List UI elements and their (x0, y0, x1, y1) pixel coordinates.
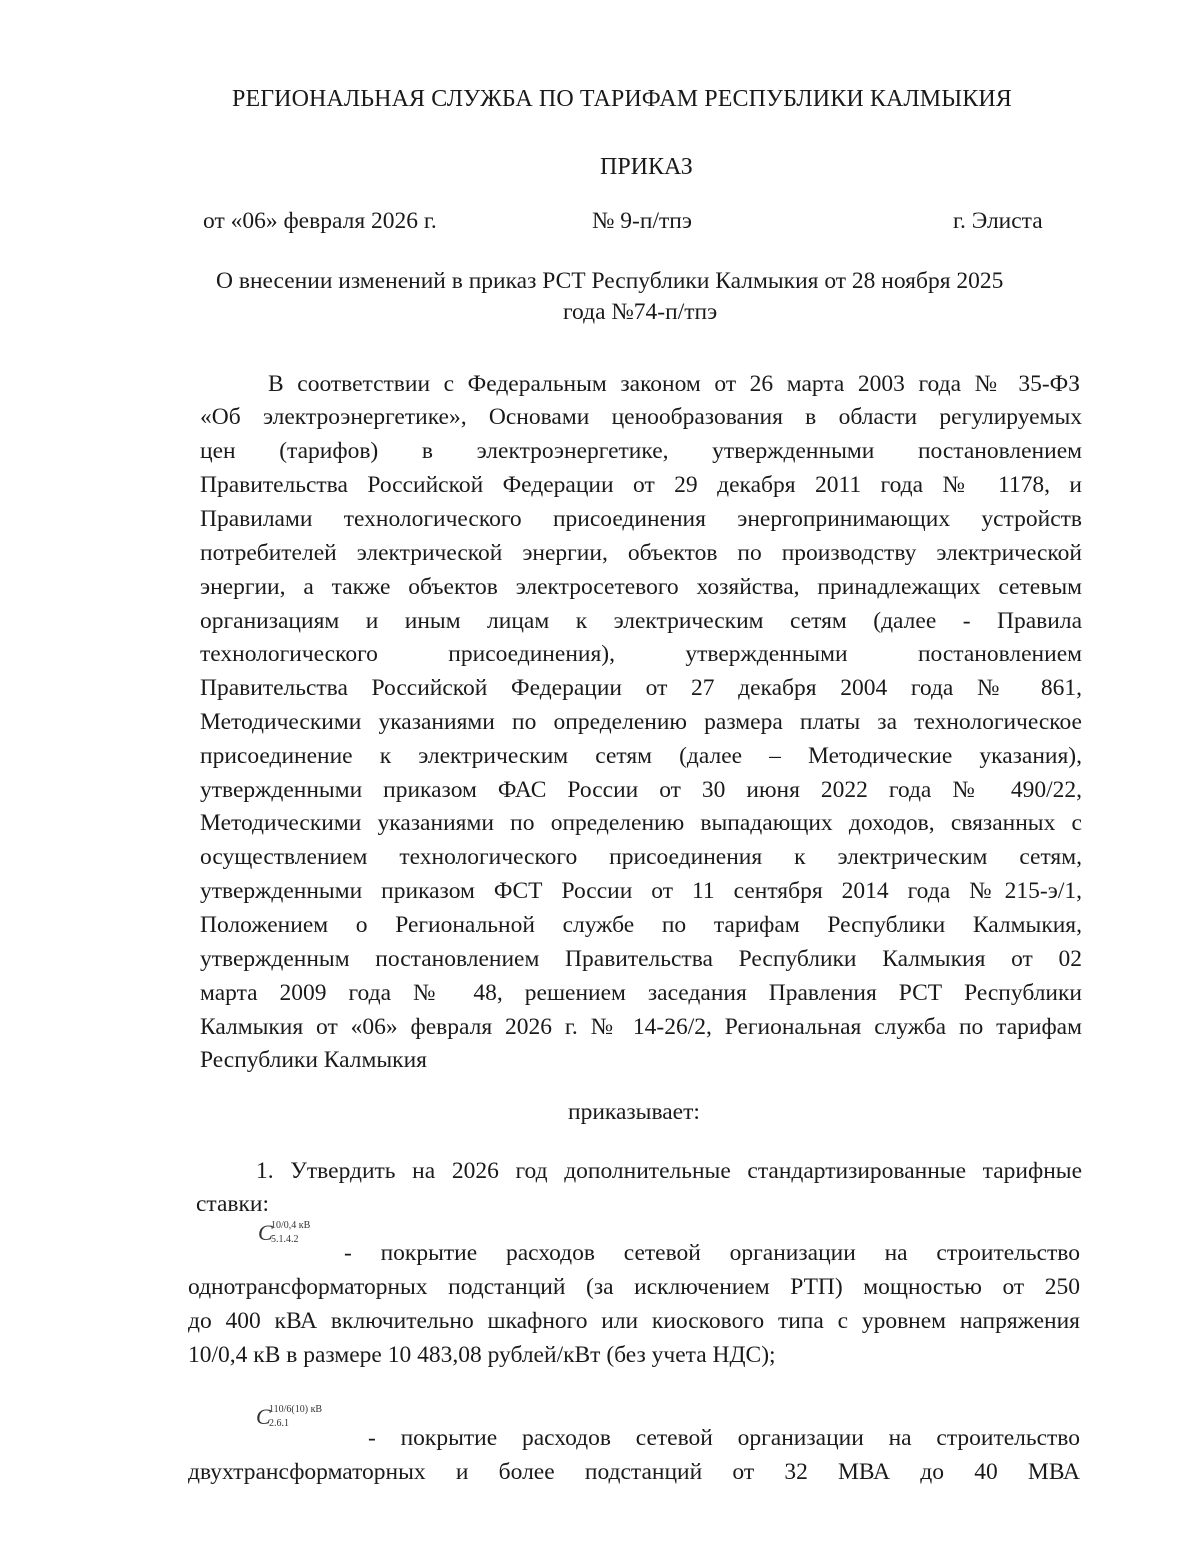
rate-line: 10/0,4 кВ в размере 10 483,08 рублей/кВт (без учета НДС); (188, 1342, 776, 1368)
preamble-line: потребителей электрической энергии, объектов по производству электрической (200, 540, 1082, 566)
preamble-line: Правительства Российской Федерации от 29 декабря 2011 года № 1178, и (200, 472, 1082, 498)
agency-title: РЕГИОНАЛЬНАЯ СЛУЖБА ПО ТАРИФАМ РЕСПУБЛИКИ КАЛМЫКИЯ (232, 86, 1012, 112)
preamble-line: Положением о Региональной службе по тарифам Республики Калмыкия, (200, 912, 1082, 938)
preamble-line: утвержденными приказом ФСТ России от 11 сентября 2014 года №215-э/1, (200, 878, 1082, 904)
subject-line: О внесении изменений в приказ РСТ Республики Калмыкия от 28 ноября 2025 (216, 268, 1004, 294)
preamble-line: В соответствии с Федеральным законом от 26 марта 2003 года № 35-ФЗ (268, 371, 1080, 397)
subject-line: года №74-п/тпэ (563, 299, 718, 325)
preamble-line: осуществлением технологического присоединения к электрическим сетям, (200, 844, 1082, 870)
order-number: № 9-п/тпэ (592, 208, 692, 234)
tariff-symbol: C 10/0,4 кВ 5.1.4.2 (258, 1220, 311, 1245)
preamble-line: Правилами технологического присоединения энергопринимающих устройств (200, 506, 1082, 532)
rate-line: двухтрансформаторных и более подстанций от 32 МВА до 40 МВА (188, 1459, 1080, 1485)
preamble-line: цен (тарифов) в электроэнергетике, утвержденными постановлением (200, 438, 1082, 464)
preamble-line: утвержденным постановлением Правительства Республики Калмыкия от 02 (200, 946, 1082, 972)
order-city: г. Элиста (953, 208, 1043, 234)
item-line: ставки: (196, 1191, 270, 1217)
preamble-line: присоединение к электрическим сетям (далее – Методические указания), (200, 743, 1082, 769)
rate-line: однотрансформаторных подстанций (за исключением РТП) мощностью от 250 (188, 1274, 1080, 1300)
preamble-line: марта 2009 года № 48, решением заседания Правления РСТ Республики (200, 980, 1082, 1006)
preamble-line: Методическими указаниями по определению выпадающих доходов, связанных с (200, 810, 1082, 836)
preamble-line: Методическими указаниями по определению размера платы за технологическое (200, 709, 1082, 735)
preamble-line: Правительства Российской Федерации от 27 декабря 2004 года № 861, (200, 675, 1082, 701)
preamble-line: Калмыкия от «06» февраля 2026 г. № 14-26/2, Региональная служба по тарифам (200, 1014, 1082, 1040)
preamble-line: организациям и иным лицам к электрическим сетям (далее - Правила (200, 608, 1082, 634)
preamble-line: утвержденными приказом ФАС России от 30 июня 2022 года № 490/22, (200, 777, 1082, 803)
preamble-line: «Об электроэнергетике», Основами ценообразования в области регулируемых (200, 404, 1082, 430)
preamble-line: энергии, а также объектов электросетевого хозяйства, принадлежащих сетевым (200, 574, 1082, 600)
rate-line: - покрытие расходов сетевой организации на строительство (368, 1425, 1080, 1451)
rate-line: - покрытие расходов сетевой организации на строительство (344, 1240, 1080, 1266)
rate-line: до 400 кВА включительно шкафного или киоскового типа с уровнем напряжения (188, 1308, 1080, 1334)
document-type-title: ПРИКАЗ (600, 154, 693, 180)
orders-word: приказывает: (568, 1099, 700, 1125)
order-date: от «06» февраля 2026 г. (203, 208, 437, 234)
item-line: 1. Утвердить на 2026 год дополнительные стандартизированные тарифные (256, 1158, 1082, 1184)
preamble-line: технологического присоединения), утвержденными постановлением (200, 641, 1082, 667)
tariff-symbol: C 110/6(10) кВ 2.6.1 (256, 1404, 323, 1429)
preamble-line: Республики Калмыкия (200, 1047, 427, 1073)
